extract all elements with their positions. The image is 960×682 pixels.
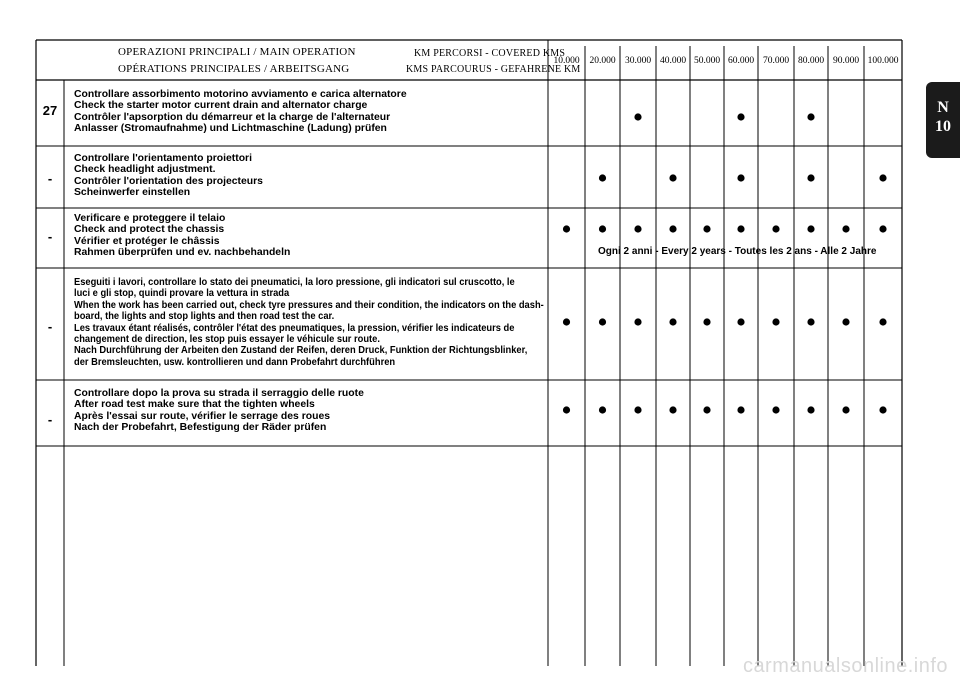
description-line: board, the lights and stop lights and then road test the car. — [74, 311, 335, 323]
description-line: Nach der Probefahrt, Befestigung der Räder prüfen — [74, 422, 327, 434]
description-line: Check and protect the chassis — [74, 224, 225, 236]
description-line: der Bremsleuchten, usw. kontrollieren und dann Probefahrt durchführen — [74, 356, 396, 368]
interval-check-dot — [563, 406, 570, 413]
mileage-header: 50.000 — [693, 56, 721, 66]
section-tab-letter: N — [937, 99, 949, 116]
interval-check-dot — [737, 406, 744, 413]
description-line: After road test make sure that the tighten wheels — [74, 399, 315, 411]
interval-check-dot — [634, 318, 641, 325]
row-number: - — [47, 412, 53, 427]
operation-description — [74, 388, 364, 434]
interval-check-dot — [737, 318, 744, 325]
interval-check-dot — [737, 174, 744, 181]
interval-check-dot — [669, 406, 676, 413]
operation-description — [74, 213, 290, 259]
interval-check-dot — [563, 225, 570, 232]
operations-label-line1: OPERAZIONI PRINCIPALI / MAIN OPERATION — [118, 46, 356, 58]
operation-description — [74, 153, 263, 199]
description-line: Controllare assorbimento motorino avviamento e carica alternatore — [74, 89, 407, 100]
description-line: Controllare l'orientamento proiettori — [74, 153, 252, 164]
description-line: Contrôler l'apsorption du démarreur et la charge de l'alternateur — [74, 111, 391, 123]
description-line: luci e gli stop, quindi provare la vettura in strada — [74, 288, 290, 300]
description-line: Après l'essai sur route, vérifier le serrage des roues — [74, 410, 331, 422]
interval-check-dot — [634, 113, 641, 120]
row-number: - — [47, 319, 53, 334]
interval-check-dot — [634, 406, 641, 413]
mileage-header: 100.000 — [867, 56, 899, 66]
interval-check-dot — [737, 113, 744, 120]
interval-check-dot — [879, 174, 886, 181]
operation-description — [74, 277, 544, 368]
operations-label-line2: OPÉRATIONS PRINCIPALES / ARBEITSGANG — [118, 63, 350, 75]
description-line: Verificare e proteggere il telaio — [74, 213, 226, 224]
interval-check-dot — [772, 318, 779, 325]
interval-check-dot — [842, 318, 849, 325]
description-line: Scheinwerfer einstellen — [74, 187, 191, 199]
km-label-line2: KMS PARCOURUS - GEFAHRENE KM — [406, 64, 581, 75]
interval-check-dot — [879, 318, 886, 325]
description-line: changement de direction, les stop puis essayer le véhicule sur route. — [74, 334, 380, 346]
section-tab-number: 10 — [935, 118, 951, 135]
interval-check-dot — [599, 225, 606, 232]
km-label-line1: KM PERCORSI - COVERED KMS — [414, 48, 566, 59]
row-number: 27 — [42, 103, 58, 118]
description-line: When the work has been carried out, check tyre pressures and their condition, the indicators on the dash- — [74, 299, 544, 311]
interval-check-dot — [599, 318, 606, 325]
interval-check-dot — [772, 406, 779, 413]
mileage-header: 80.000 — [797, 56, 825, 66]
description-line: Check the starter motor current drain and alternator charge — [74, 100, 368, 112]
interval-check-dot — [669, 225, 676, 232]
interval-check-dot — [807, 113, 814, 120]
description-line: Vérifier et protéger le châssis — [74, 235, 220, 247]
description-line: Controllare dopo la prova su strada il serraggio delle ruote — [74, 388, 364, 399]
interval-check-dot — [842, 406, 849, 413]
footer-watermark: carmanualsonline.info — [742, 655, 948, 677]
mileage-header: 10.000 — [553, 56, 580, 66]
mileage-header: 90.000 — [832, 56, 860, 66]
row-number: - — [47, 229, 53, 244]
operation-description — [74, 89, 407, 135]
interval-check-dot — [669, 174, 676, 181]
description-line: Contrôler l'orientation des projecteurs — [74, 175, 263, 187]
interval-check-dot — [599, 174, 606, 181]
interval-check-dot — [807, 318, 814, 325]
interval-check-dot — [599, 406, 606, 413]
interval-check-dot — [842, 225, 849, 232]
mileage-header: 70.000 — [762, 56, 790, 66]
mileage-header: 40.000 — [659, 56, 687, 66]
mileage-header: 30.000 — [624, 56, 652, 66]
interval-check-dot — [772, 225, 779, 232]
interval-check-dot — [703, 225, 710, 232]
interval-check-dot — [669, 318, 676, 325]
interval-check-dot — [807, 406, 814, 413]
interval-check-dot — [807, 225, 814, 232]
description-line: Eseguiti i lavori, controllare lo stato dei pneumatici, la loro pressione, gli indicatori sul cruscotto, le — [74, 277, 515, 288]
description-line: Check headlight adjustment. — [74, 164, 216, 176]
interval-check-dot — [737, 225, 744, 232]
interval-check-dot — [807, 174, 814, 181]
description-line: Anlasser (Stromaufnahme) und Lichtmaschine (Ladung) prüfen — [74, 123, 387, 135]
mileage-header: 20.000 — [589, 56, 616, 66]
mileage-header: 60.000 — [727, 56, 755, 66]
row-number: - — [47, 171, 53, 186]
interval-check-dot — [703, 318, 710, 325]
interval-check-dot — [703, 406, 710, 413]
interval-check-dot — [634, 225, 641, 232]
description-line: Rahmen überprüfen und ev. nachbehandeln — [74, 247, 291, 259]
interval-check-dot — [879, 225, 886, 232]
section-tab — [926, 82, 960, 158]
interval-check-dot — [879, 406, 886, 413]
description-line: Les travaux étant réalisés, contrôler l'état des pneumatiques, la pression, vérifier les indicateurs de — [74, 322, 515, 334]
description-line: Nach Durchführung der Arbeiten den Zustand der Reifen, deren Druck, Funktion der Richtungsblinker, — [74, 345, 528, 357]
interval-note: Ogni 2 anni - Every 2 years - Toutes les 2 ans - Alle 2 Jahre — [598, 246, 877, 257]
interval-check-dot — [563, 318, 570, 325]
